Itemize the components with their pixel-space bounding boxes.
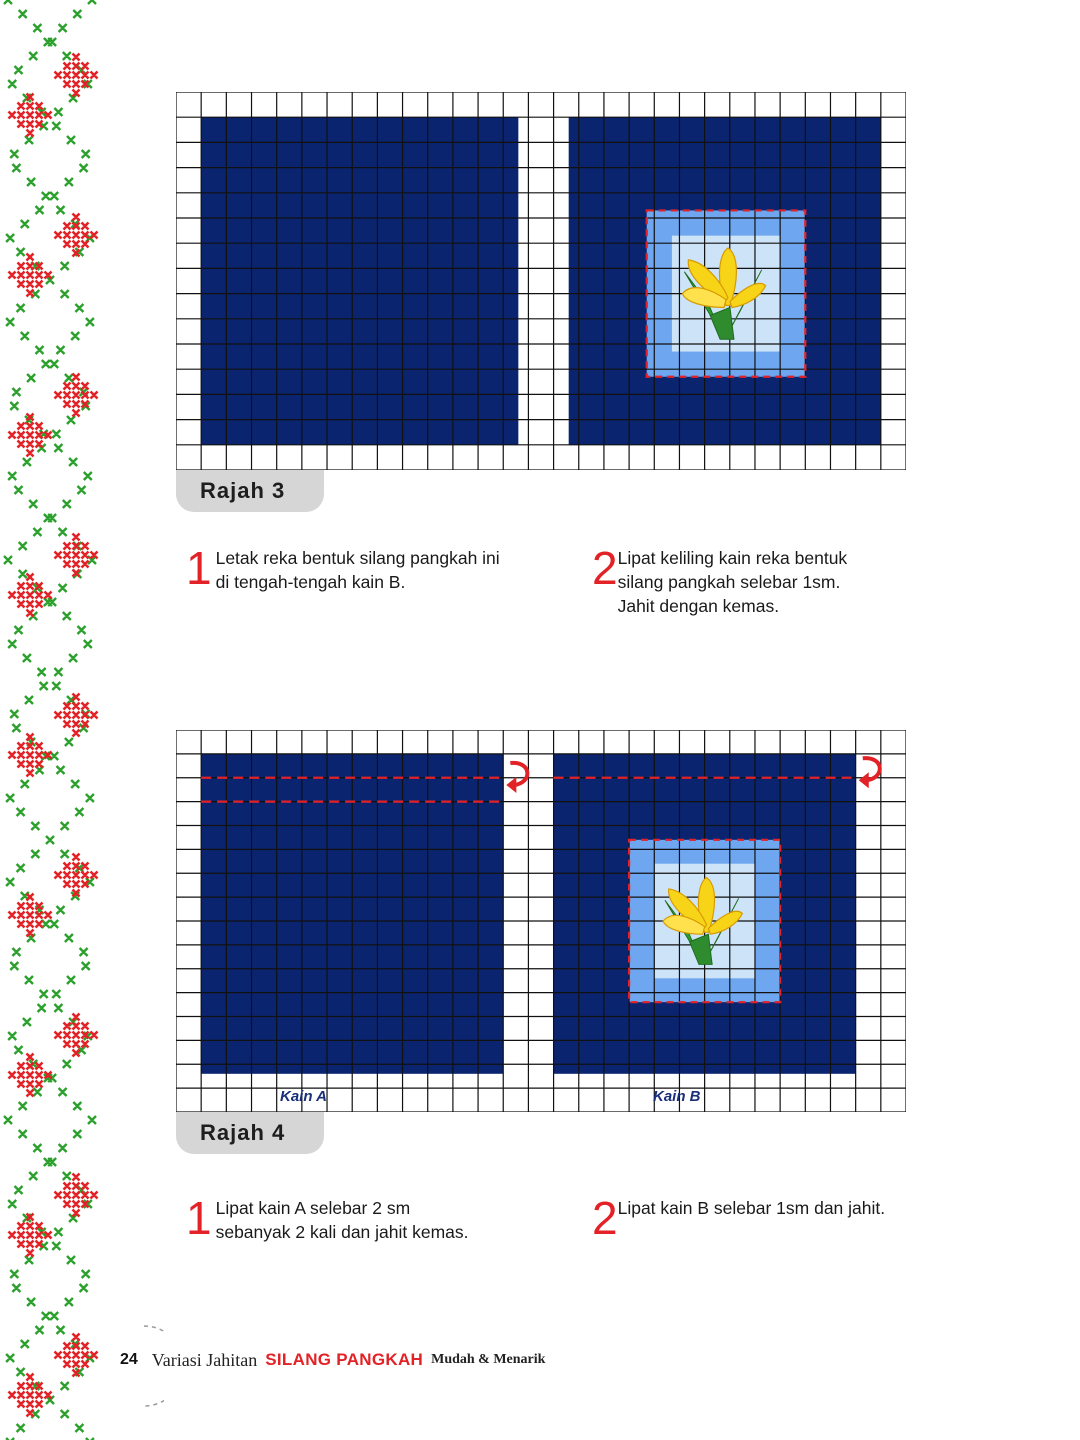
kain-a-label: Kain A — [280, 1088, 327, 1105]
footer-title-part2: SILANG PANGKAH — [265, 1350, 424, 1369]
step-number: 1 — [186, 542, 212, 594]
step-number: 2 — [592, 1192, 618, 1244]
step-number: 1 — [186, 1192, 212, 1244]
footer-title-part1: Variasi Jahitan — [151, 1349, 258, 1370]
kain-b-label: Kain B — [653, 1088, 701, 1105]
step-number: 2 — [592, 542, 618, 594]
page-number: 24 — [120, 1351, 138, 1368]
step-2 — [592, 542, 848, 618]
fabric-a — [201, 117, 518, 445]
step-text: Letak reka bentuk silang pangkah ini di tengah-tengah kain B. — [215, 548, 500, 592]
step-2 — [592, 1192, 886, 1244]
step-text: Lipat kain B selebar 1sm dan jahit. — [617, 1198, 886, 1218]
figure-label: Rajah 3 — [176, 470, 324, 512]
figure-label: Rajah 4 — [176, 1112, 324, 1154]
step-1 — [186, 542, 500, 594]
grid-rajah-3 — [176, 92, 906, 470]
step-text: Lipat kain A selebar 2 sm sebanyak 2 kali dan jahit kemas. — [215, 1198, 469, 1242]
grid-rajah-4 — [176, 730, 906, 1112]
footer-title-part3: Mudah & Menarik — [431, 1352, 546, 1367]
figure-rajah-4 — [176, 730, 906, 1160]
red-stitch-motifs — [9, 0, 98, 1440]
step-text: Lipat keliling kain reka bentuk silang pangkah selebar 1sm. Jahit dengan kemas. — [617, 548, 848, 616]
page-footer — [120, 1345, 545, 1375]
step-1 — [186, 1192, 469, 1244]
figure-rajah-3 — [176, 92, 906, 512]
cross-stitch-border — [0, 0, 105, 1440]
